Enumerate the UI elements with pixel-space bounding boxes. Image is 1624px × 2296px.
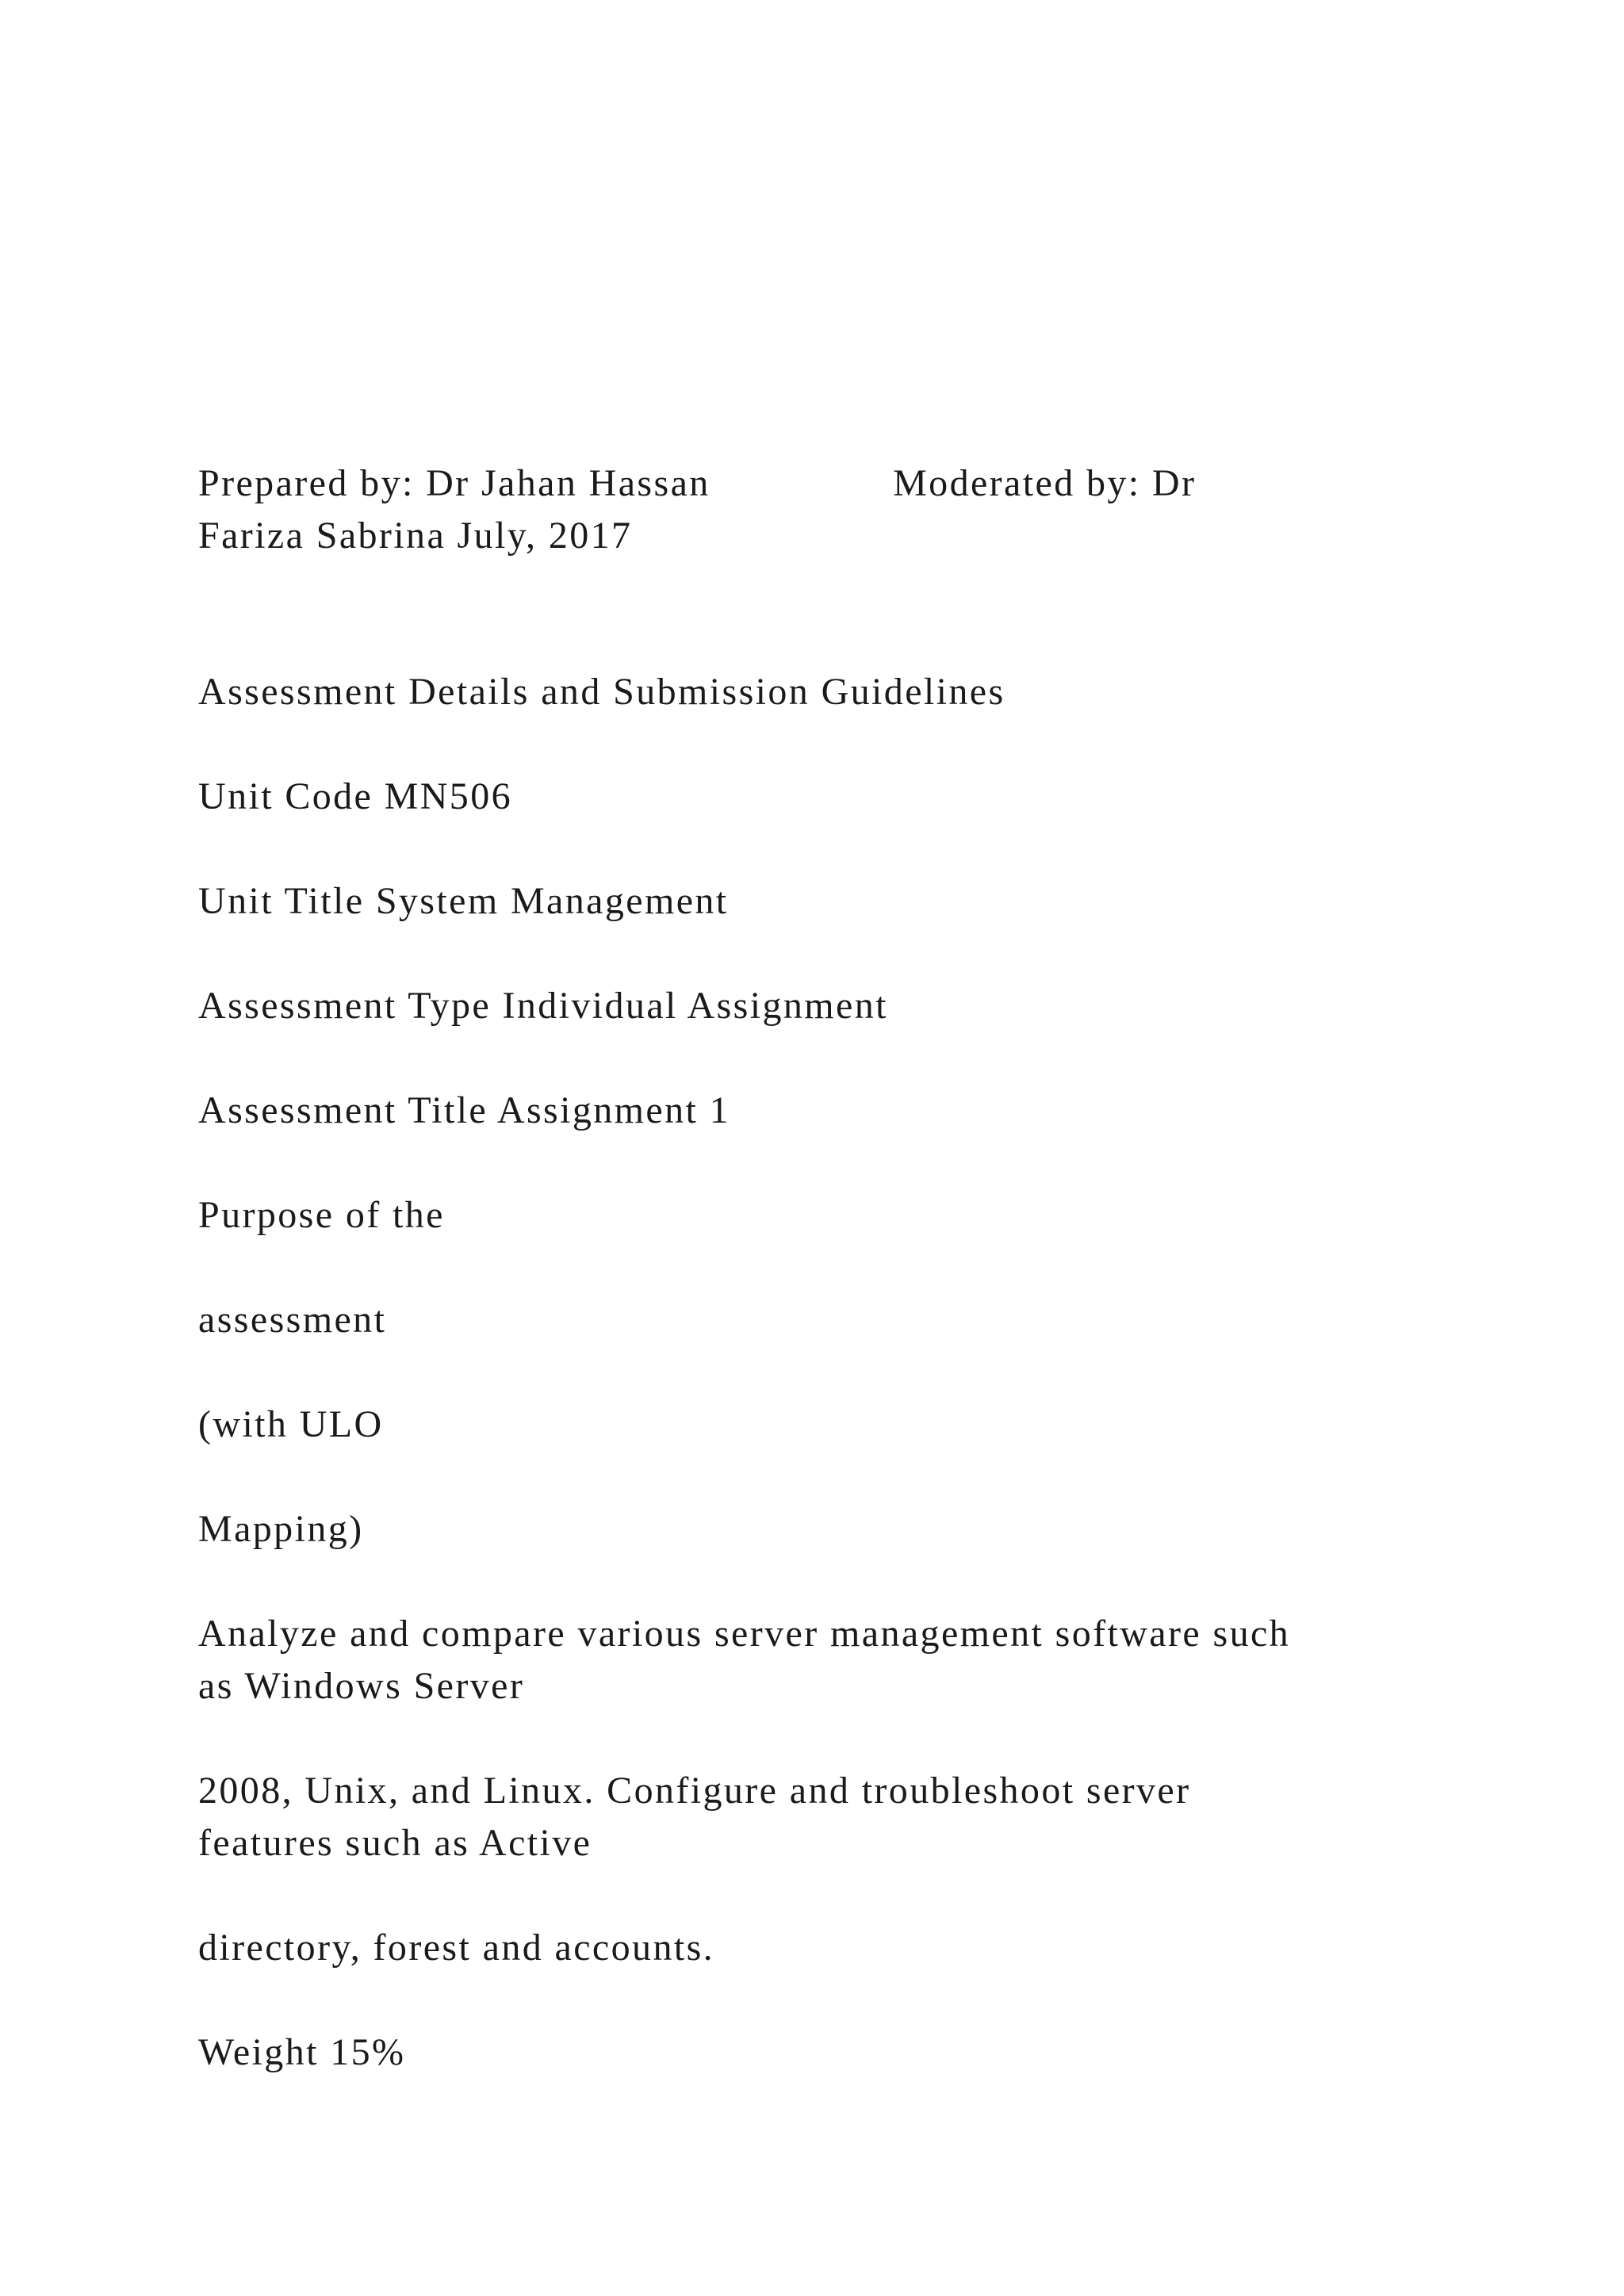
unit-code: Unit Code MN506 — [198, 775, 512, 817]
document-title: Assessment Details and Submission Guidelines — [198, 671, 1005, 713]
prepared-by-line-continued: Fariza Sabrina July, 2017 — [198, 515, 633, 557]
purpose-line: (with ULO — [198, 1403, 384, 1445]
purpose-line: Purpose of the — [198, 1194, 445, 1236]
purpose-paragraph-line: Analyze and compare various server management software such — [198, 1613, 1291, 1655]
purpose-paragraph-line: 2008, Unix, and Linux. Configure and troubleshoot server — [198, 1770, 1191, 1812]
purpose-paragraph-line: features such as Active — [198, 1822, 592, 1864]
purpose-paragraph-line: as Windows Server — [198, 1665, 525, 1707]
weight: Weight 15% — [198, 2031, 406, 2073]
prepared-by-line: Prepared by: Dr Jahan Hassan Moderated by: Dr — [198, 462, 1197, 504]
purpose-line: Mapping) — [198, 1508, 364, 1550]
assessment-type: Assessment Type Individual Assignment — [198, 985, 888, 1027]
purpose-paragraph-line: directory, forest and accounts. — [198, 1927, 715, 1969]
purpose-line: assessment — [198, 1299, 387, 1341]
assessment-title: Assessment Title Assignment 1 — [198, 1089, 731, 1131]
unit-title: Unit Title System Management — [198, 880, 729, 922]
